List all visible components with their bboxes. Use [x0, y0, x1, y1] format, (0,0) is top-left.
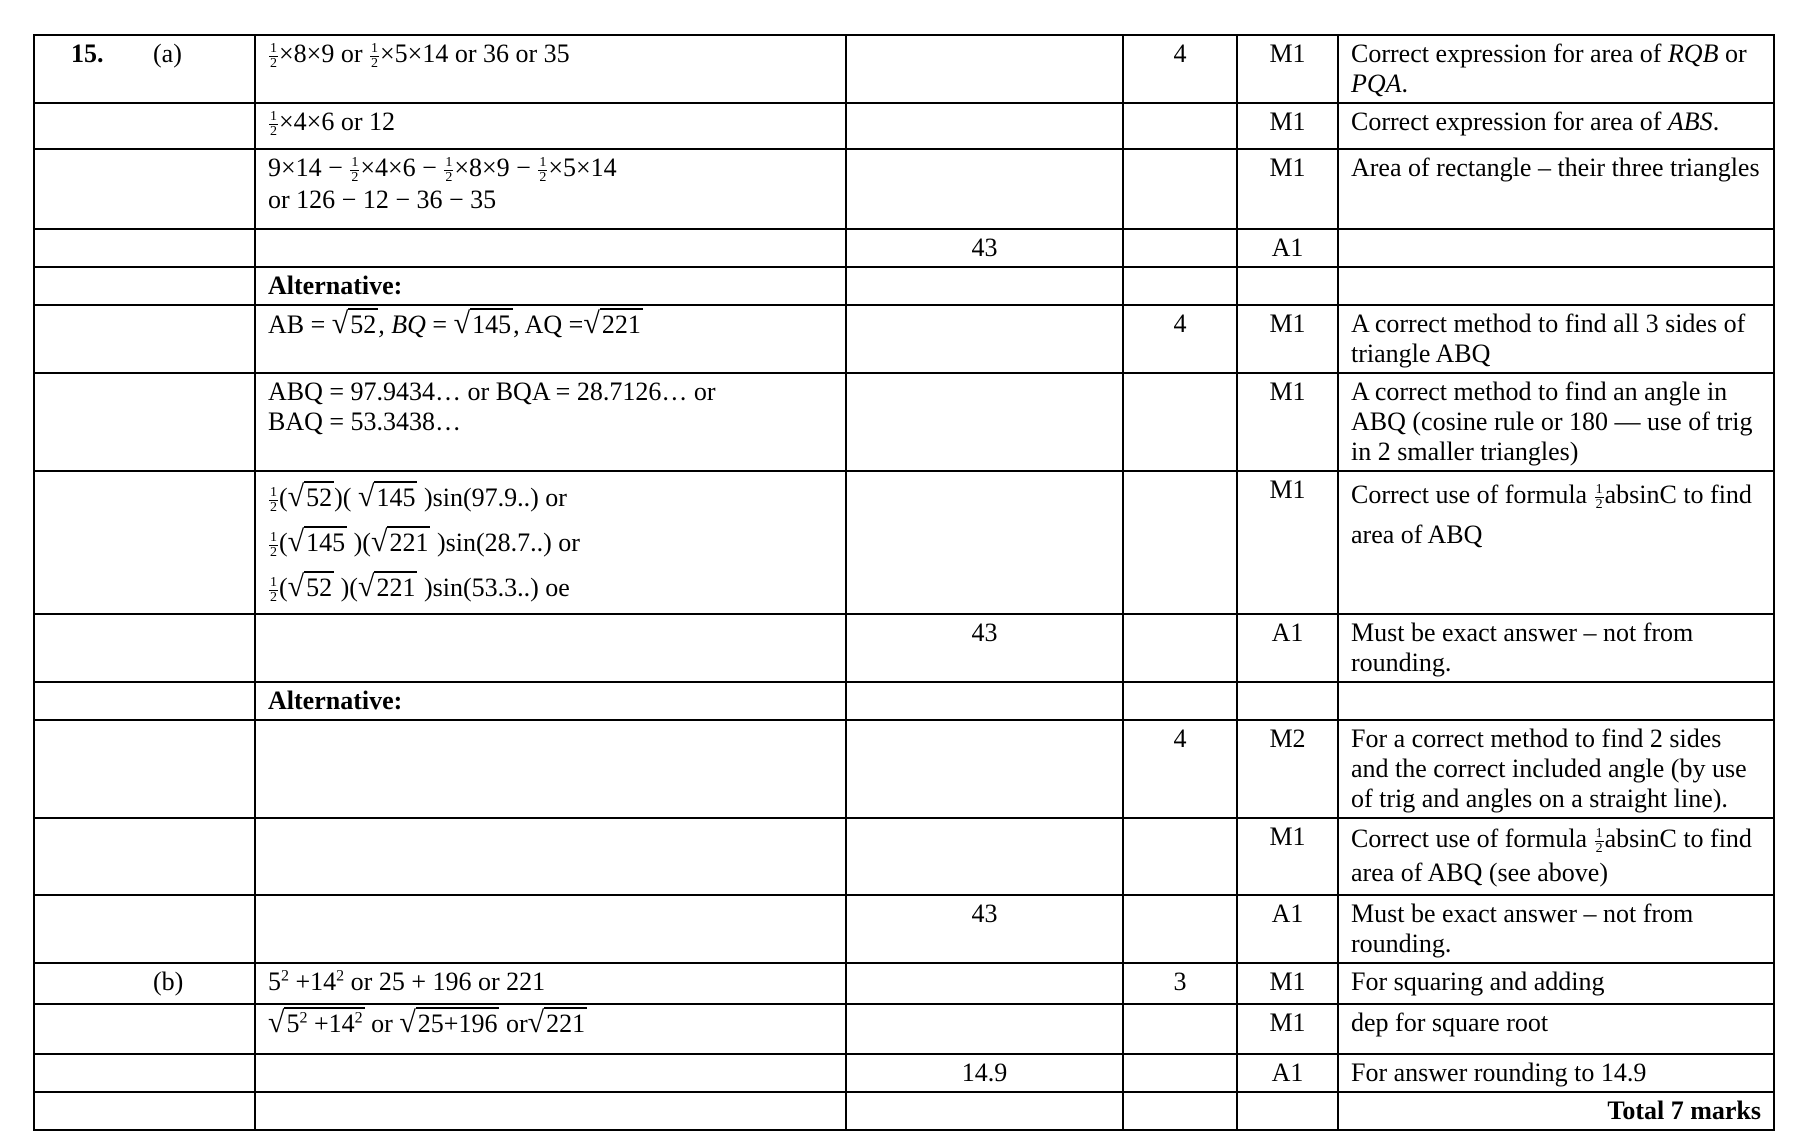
- half-fraction: $\frac{1}{2}$: [351, 154, 359, 185]
- mark-code-cell: A1: [1237, 895, 1338, 963]
- comment-cell: Correct expression for area of RQB or PQA.: [1338, 35, 1774, 103]
- comment-cell: A correct method to find an angle in ABQ (cosine rule or 180 — use of trig in 2 smaller triangles): [1338, 373, 1774, 471]
- mark-code-cell: A1: [1237, 614, 1338, 682]
- question-part-b: (b): [153, 967, 184, 996]
- mark-code-cell: M2: [1237, 720, 1338, 818]
- mark-code-cell: M1: [1237, 818, 1338, 895]
- table-row: [34, 720, 1774, 818]
- half-fraction: $\frac{1}{2}$: [1595, 481, 1603, 512]
- table-row: [34, 963, 1774, 1004]
- mark-code-cell: M1: [1237, 103, 1338, 149]
- answer-cell: [846, 35, 1123, 103]
- question-cell: [34, 35, 255, 103]
- question-number: 15.: [71, 39, 104, 68]
- answer-cell: 43: [846, 895, 1123, 963]
- half-fraction: $\frac{1}{2}$: [270, 40, 277, 71]
- comment-cell: For squaring and adding: [1338, 963, 1774, 1004]
- mark-code-cell: M1: [1237, 149, 1338, 229]
- working-cell: ABQ = 97.9434… or BQA = 28.7126… or BAQ = 53.3438…: [255, 373, 846, 471]
- half-fraction: $\frac{1}{2}$: [270, 484, 277, 515]
- table-row: [34, 1004, 1774, 1054]
- mark-code-cell: M1: [1237, 373, 1338, 471]
- table-row: [34, 229, 1774, 267]
- table-row: [34, 149, 1774, 229]
- marks-cell: 4: [1123, 305, 1237, 373]
- working-cell: AB = √52, BQ = √145, AQ =√221: [255, 305, 846, 373]
- half-fraction: $\frac{1}{2}$: [539, 154, 547, 185]
- mark-scheme-table: [33, 34, 1775, 1131]
- table-row: [34, 267, 1774, 305]
- table-row: [34, 682, 1774, 720]
- comment-cell: For answer rounding to 14.9: [1338, 1054, 1774, 1092]
- table-row: [34, 305, 1774, 373]
- comment-cell: Correct use of formula $\frac{1}{2}$ absinC to find area of ABQ: [1338, 471, 1774, 614]
- comment-cell: For a correct method to find 2 sides and the correct included angle (by use of trig and angles on a straight line).: [1338, 720, 1774, 818]
- working-cell: $√5^2 +14^2$ or √25+196 or√221: [255, 1004, 846, 1054]
- table-row: [34, 35, 1774, 103]
- comment-cell: Area of rectangle – their three triangles: [1338, 149, 1774, 229]
- table-row: [34, 471, 1774, 614]
- table-row: [34, 895, 1774, 963]
- answer-cell: 43: [846, 229, 1123, 267]
- table-row: [34, 614, 1774, 682]
- comment-cell: Must be exact answer – not from rounding.: [1338, 614, 1774, 682]
- table-row: [34, 818, 1774, 895]
- half-fraction: $\frac{1}{2}$: [445, 154, 453, 185]
- marks-cell: 4: [1123, 720, 1237, 818]
- working-cell: $\frac{1}{2}$ ×8×9 or $\frac{1}{2}$ ×5×14 or 36 or 35: [255, 35, 846, 103]
- comment-cell: Must be exact answer – not from rounding.: [1338, 895, 1774, 963]
- answer-cell: 43: [846, 614, 1123, 682]
- alternative-heading: Alternative:: [255, 267, 846, 305]
- working-cell: $\frac{1}{2}$ ×4×6 or 12: [255, 103, 846, 149]
- table-row: [34, 1054, 1774, 1092]
- comment-cell: Correct use of formula $\frac{1}{2}$ absinC to find area of ABQ (see above): [1338, 818, 1774, 895]
- working-cell: 9×14 − $\frac{1}{2}$ ×4×6 − $\frac{1}{2}$ ×8×9 − $\frac{1}{2}$ ×5×14 or 126 − 12 − 36 − 35: [255, 149, 846, 229]
- table-row: [34, 373, 1774, 471]
- half-fraction: $\frac{1}{2}$: [371, 40, 378, 71]
- alternative-heading: Alternative:: [255, 682, 846, 720]
- working-cell: $\frac{1}{2}$ (√52)( √145 )sin(97.9..) or $\frac{1}{2}$ (√145 )(√221 )sin(28.7..) or $\frac{1}{2}$ (√52 )(√221 )sin(53.3..) oe: [255, 471, 846, 614]
- mark-code-cell: M1: [1237, 963, 1338, 1004]
- marks-cell: 4: [1123, 35, 1237, 103]
- working-cell: $5^2 +14^2$ or 25 + 196 or 221: [255, 963, 846, 1004]
- total-marks: Total 7 marks: [1338, 1092, 1774, 1130]
- table-row: [34, 1092, 1774, 1130]
- half-fraction: $\frac{1}{2}$: [270, 529, 277, 560]
- mark-code-cell: M1: [1237, 305, 1338, 373]
- mark-code-cell: M1: [1237, 1004, 1338, 1054]
- mark-code-cell: M1: [1237, 35, 1338, 103]
- question-cell: [34, 963, 255, 1004]
- question-part-a: (a): [153, 39, 182, 68]
- half-fraction: $\frac{1}{2}$: [270, 574, 277, 605]
- answer-cell: 14.9: [846, 1054, 1123, 1092]
- comment-cell: A correct method to find all 3 sides of triangle ABQ: [1338, 305, 1774, 373]
- mark-code-cell: M1: [1237, 471, 1338, 614]
- comment-cell: Correct expression for area of ABS.: [1338, 103, 1774, 149]
- comment-cell: dep for square root: [1338, 1004, 1774, 1054]
- table-row: [34, 103, 1774, 149]
- half-fraction: $\frac{1}{2}$: [270, 108, 277, 139]
- mark-code-cell: A1: [1237, 229, 1338, 267]
- mark-code-cell: A1: [1237, 1054, 1338, 1092]
- marks-cell: 3: [1123, 963, 1237, 1004]
- half-fraction: $\frac{1}{2}$: [1595, 825, 1603, 856]
